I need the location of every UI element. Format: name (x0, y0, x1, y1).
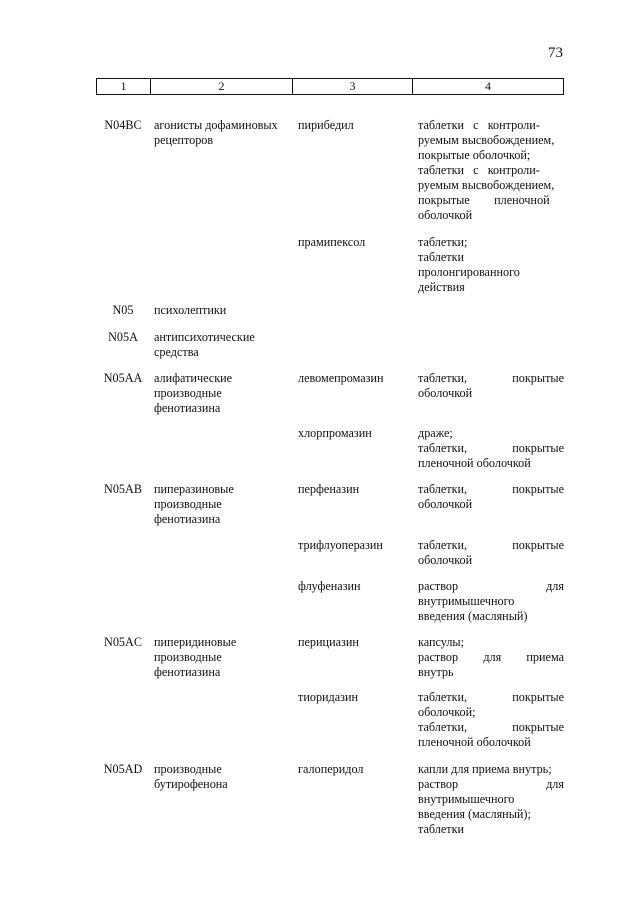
atc-code: N05AD (103, 762, 143, 776)
drug-name: тиоридазин (298, 690, 359, 704)
atc-code: N05AA (103, 371, 143, 385)
drug-name: флуфеназин (298, 579, 361, 593)
drug-name: левомепромазин (298, 371, 384, 385)
drug-name: пирибедил (298, 118, 354, 132)
dosage-forms: таблетки, покрытые оболочкой (418, 371, 564, 400)
drug-name: трифлуоперазин (298, 538, 383, 552)
dosage-forms: капли для приема внутрь; раствор для внутримышечного введения (масляный); таблетки (418, 762, 564, 836)
page-number: 73 (548, 45, 563, 61)
group-name: психолептики (154, 303, 227, 317)
group-name: антипсихотические средства (154, 330, 255, 359)
drug-name: хлорпромазин (298, 426, 372, 440)
atc-code: N04BC (104, 118, 142, 132)
header-col-1: 1 (97, 79, 151, 94)
group-name: алифатические производные фенотиазина (154, 371, 233, 415)
table-header (96, 78, 564, 95)
atc-code: N05 (112, 303, 134, 317)
dosage-forms: таблетки, покрытые оболочкой (418, 482, 564, 511)
group-name: пиперидиновые производные фенотиазина (154, 635, 237, 679)
dosage-forms: таблетки с контроли- руемым высвобождением, покрытые оболочкой; таблетки с контроли- руемым высвобождением, покрытые пленочной оболочкой (418, 118, 555, 222)
atc-code: N05A (108, 330, 138, 344)
group-name: агонисты дофаминовых рецепторов (154, 118, 278, 147)
drug-name: перфеназин (298, 482, 360, 496)
header-col-3: 3 (293, 79, 413, 94)
dosage-forms: драже; таблетки, покрытые пленочной оболочкой (418, 426, 564, 470)
header-col-2: 2 (151, 79, 293, 94)
drug-name: перициазин (298, 635, 359, 649)
header-col-4: 4 (485, 79, 491, 93)
atc-code: N05AB (104, 482, 142, 496)
dosage-forms: таблетки; таблетки пролонгированного действия (418, 235, 520, 294)
dosage-forms: таблетки, покрытые оболочкой; таблетки, покрытые пленочной оболочкой (418, 690, 564, 749)
dosage-forms: капсулы; раствор для приема внутрь (418, 635, 564, 679)
dosage-forms: раствор для внутримышечного введения (масляный) (418, 579, 564, 623)
drug-name: галоперидол (298, 762, 364, 776)
drug-name: прамипексол (298, 235, 366, 249)
group-name: пиперазиновые производные фенотиазина (154, 482, 234, 526)
atc-code: N05AC (104, 635, 142, 649)
dosage-forms: таблетки, покрытые оболочкой (418, 538, 564, 567)
group-name: производные бутирофенона (154, 762, 228, 791)
